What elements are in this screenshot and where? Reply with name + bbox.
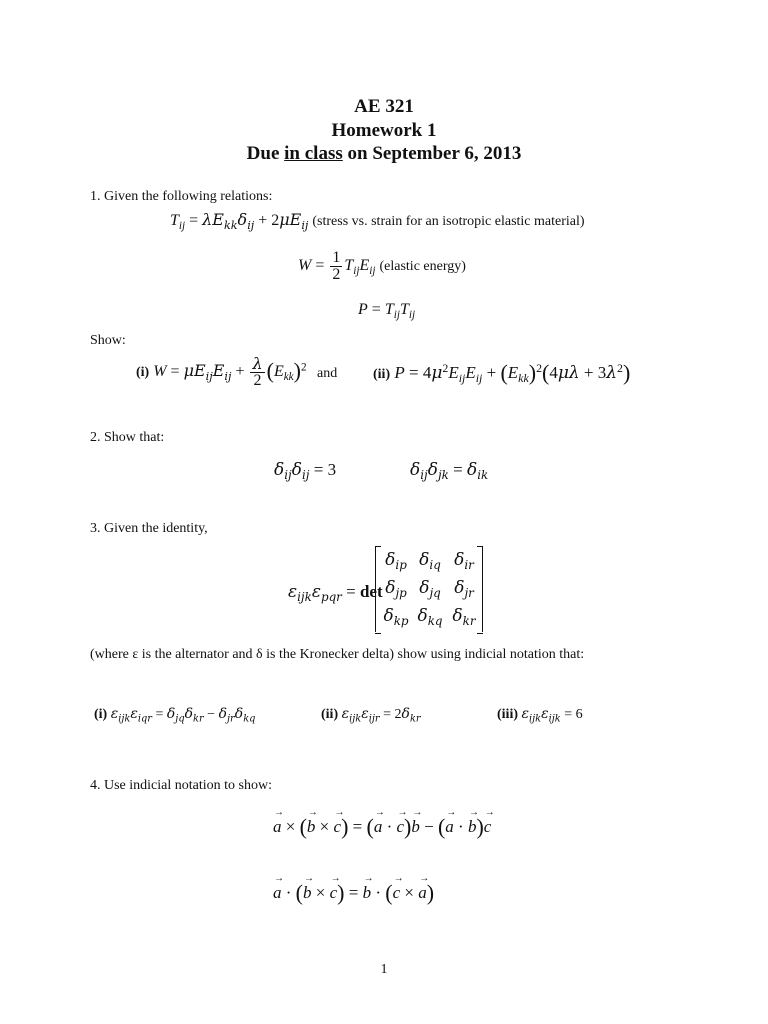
matrix-cell: $\delta_{jp}$ bbox=[385, 578, 407, 601]
q2-identity-trace: $\delta_{ij}\delta_{ij} = 3$ bbox=[274, 460, 337, 483]
q1-part-ii-label: (ii) bbox=[373, 367, 391, 382]
matrix-cell: $\delta_{kr}$ bbox=[452, 606, 476, 629]
q2-intro: 2. Show that: bbox=[90, 430, 165, 445]
assignment-title: Homework 1 bbox=[331, 120, 437, 141]
due-prefix: Due bbox=[246, 143, 285, 164]
q1-part-ii: (ii) $P = 4\mu^2E_{ij}E_{ij} + (E_{kk})^2(4\mu\lambda + 3\lambda^2)$ bbox=[373, 360, 631, 386]
q1-equation-energy: W = $\frac{1}{2}$ $T_{ij}E_{ij}$ (elastic energy) bbox=[298, 249, 466, 283]
q3-identity-lhs: $\varepsilon_{ijk}\varepsilon_{pqr} = \det$ bbox=[288, 582, 383, 605]
matrix-cell: $\delta_{ip}$ bbox=[385, 550, 407, 573]
due-emphasis: in class bbox=[284, 143, 343, 164]
q1-part-i-label: (i) bbox=[136, 365, 150, 381]
matrix-cell: $\delta_{jr}$ bbox=[454, 578, 474, 601]
q1-equation-stress-note: (stress vs. strain for an isotropic elastic material) bbox=[312, 214, 585, 229]
q3-explanation: (where ε is the alternator and δ is the Kronecker delta) show using indicial notation that: bbox=[90, 647, 585, 662]
q4-intro: 4. Use indicial notation to show: bbox=[90, 778, 272, 793]
q1-part-i: (i) $W = \mu E_{ij}E_{ij}$ + $\frac{\lambda}{2}$ $(E_{kk})^2$ bbox=[136, 354, 307, 389]
q1-and-label: and bbox=[317, 366, 338, 381]
q3-part-iii: (iii) $\varepsilon_{ijk}\varepsilon_{ijk} = 6$ bbox=[497, 706, 583, 725]
page-number: 1 bbox=[380, 962, 388, 977]
course-title: AE 321 bbox=[354, 96, 414, 117]
q4-scalar-triple-product: → a · (→ b × → c) = → b · (→ c × → a) bbox=[273, 880, 434, 906]
matrix-cell: $\delta_{kq}$ bbox=[417, 606, 443, 629]
matrix-cell: $\delta_{jq}$ bbox=[419, 578, 441, 601]
matrix-cell: $\delta_{iq}$ bbox=[419, 550, 441, 573]
q1-equation-stress: $T_{ij} = \lambda E_{kk}\delta_{ij} + 2\mu E_{ij}$ (stress vs. strain for an isotropic elastic material) bbox=[170, 210, 585, 232]
q3-part-i: (i) $\varepsilon_{ijk}\varepsilon_{iqr} = \delta_{jq}\delta_{kr} - \delta_{jr}\delta_{kq}$ bbox=[94, 706, 256, 725]
q3-intro: 3. Given the identity, bbox=[90, 521, 208, 536]
q3-part-iii-label: (iii) bbox=[497, 707, 518, 722]
q1-equation-energy-note: (elastic energy) bbox=[379, 259, 466, 275]
q1-equation-p: $P = T_{ij}T_{ij}$ bbox=[358, 301, 416, 321]
q3-part-ii: (ii) $\varepsilon_{ijk}\varepsilon_{ijr} = 2\delta_{kr}$ bbox=[321, 706, 421, 725]
q3-determinant-matrix bbox=[375, 546, 483, 632]
q3-part-ii-label: (ii) bbox=[321, 707, 339, 722]
q1-intro: 1. Given the following relations: bbox=[90, 189, 273, 204]
q1-show-label: Show: bbox=[90, 333, 126, 348]
due-date-line bbox=[0, 143, 768, 165]
due-suffix: on September 6, 2013 bbox=[342, 143, 522, 164]
q4-triple-vector-product: → a × (→ b × → c) = (→ a · → c)→ b − (→ a · → b)→ c bbox=[273, 814, 491, 840]
matrix-cell: $\delta_{ir}$ bbox=[454, 550, 474, 573]
matrix-cell: $\delta_{kp}$ bbox=[383, 606, 409, 629]
q3-det-label: det bbox=[359, 582, 383, 601]
q3-part-i-label: (i) bbox=[94, 707, 108, 722]
q2-identity-contraction: $\delta_{ij}\delta_{jk} = \delta_{ik}$ bbox=[410, 460, 489, 483]
